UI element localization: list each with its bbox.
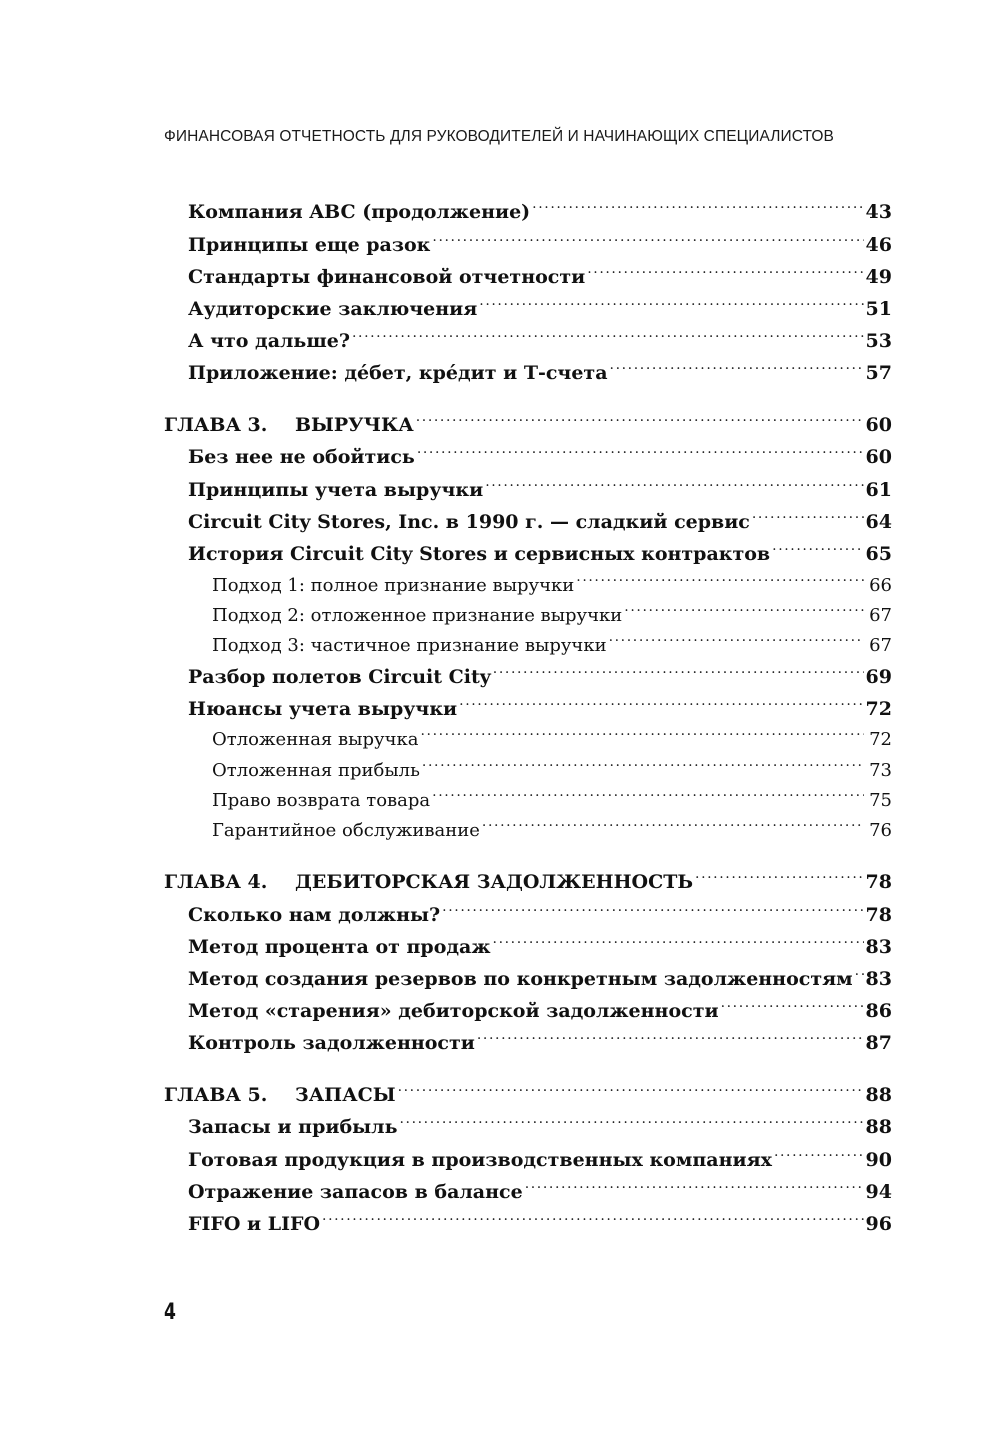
toc-subsection-entry: [212, 776, 892, 811]
toc-page-number: 88: [865, 1084, 892, 1106]
toc-entry-title: Принципы учета выручки: [188, 479, 484, 501]
toc-dot-leader: [772, 530, 863, 560]
toc-section-entry: [188, 188, 892, 223]
toc-dot-leader: [420, 715, 864, 745]
toc-page-number: 86: [865, 1000, 892, 1022]
toc-dot-leader: [855, 955, 864, 985]
toc-entry-title: История Circuit City Stores и сервисных контрактов: [188, 543, 771, 565]
toc-entry-title: Отражение запасов в балансе: [188, 1181, 523, 1203]
toc-dot-leader: [695, 858, 864, 888]
toc-entry-title: Компания ABC (продолжение): [188, 201, 531, 223]
toc-page-number: 69: [865, 666, 892, 688]
toc-dot-leader: [493, 923, 864, 953]
page-number: 4: [164, 1300, 176, 1325]
toc-entry-title: Метод процента от продаж: [188, 936, 491, 958]
toc-section-entry: [188, 317, 892, 352]
toc-entry-title: Разбор полетов Circuit City: [188, 666, 491, 688]
toc-entry-title: Подход 3: частичное признание выручки: [212, 635, 607, 656]
toc-page-number: 51: [865, 298, 892, 320]
toc-chapter-entry: [164, 1071, 892, 1106]
toc-page-number: 75: [869, 790, 892, 811]
toc-section-entry: [188, 1103, 892, 1138]
toc-dot-leader: [432, 776, 864, 806]
toc-entry-title: Сколько нам должны?: [188, 904, 441, 926]
toc-chapter-number: ГЛАВА 3.: [164, 414, 268, 436]
toc-section-entry: [188, 653, 892, 688]
toc-section-entry: [188, 530, 892, 565]
toc-subsection-entry: [212, 621, 892, 656]
toc-section-entry: [188, 253, 892, 288]
toc-dot-leader: [398, 1071, 864, 1101]
toc-entry-title: Отложенная прибыль: [212, 760, 420, 781]
toc-page-number: 60: [865, 414, 892, 436]
toc-chapter-entry: [164, 401, 892, 436]
toc-section-entry: [188, 923, 892, 958]
toc-dot-leader: [416, 401, 864, 431]
toc-entry-title: Нюансы учета выручки: [188, 698, 458, 720]
toc-section-entry: [188, 433, 892, 468]
toc-entry-title: Право возврата товара: [212, 790, 431, 811]
toc-entry-title: Гарантийное обслуживание: [212, 820, 480, 841]
toc-section-entry: [188, 955, 892, 990]
toc-page-number: 78: [865, 904, 892, 926]
toc-page-number: 87: [865, 1032, 892, 1054]
toc-page-number: 67: [869, 635, 892, 656]
toc-entry-title: Запасы и прибыль: [188, 1116, 398, 1138]
toc-dot-leader: [322, 1200, 864, 1230]
toc-page-number: 66: [869, 575, 892, 596]
toc-entry-title: Метод создания резервов по конкретным задолженностям: [188, 968, 853, 990]
toc-entry-title: Отложенная выручка: [212, 729, 419, 750]
toc-entry-title: ВЫРУЧКА: [295, 414, 414, 436]
toc-page-number: 83: [865, 936, 892, 958]
toc-dot-leader: [609, 621, 864, 651]
toc-subsection-entry: [212, 591, 892, 626]
toc-section-entry: [188, 1168, 892, 1203]
toc-section-entry: [188, 285, 892, 320]
toc-page-number: 73: [869, 760, 892, 781]
toc-entry-title: Готовая продукция в производственных компаниях: [188, 1149, 772, 1171]
toc-dot-leader: [532, 188, 863, 218]
toc-page-number: 90: [865, 1149, 892, 1171]
toc-section-entry: [188, 498, 892, 533]
toc-chapter-number: ГЛАВА 4.: [164, 871, 268, 893]
toc-entry-title: FIFO и LIFO: [188, 1213, 321, 1235]
toc-entry-title: Контроль задолженности: [188, 1032, 475, 1054]
running-header: ФИНАНСОВАЯ ОТЧЕТНОСТЬ ДЛЯ РУКОВОДИТЕЛЕЙ И НАЧИНАЮЩИХ СПЕЦИАЛИСТОВ: [164, 128, 834, 145]
toc-section-entry: [188, 466, 892, 501]
toc-dot-leader: [610, 349, 864, 379]
toc-page-number: 72: [869, 729, 892, 750]
toc-entry-title: Принципы еще разок: [188, 234, 431, 256]
toc-entry-title: Метод «старения» дебиторской задолженности: [188, 1000, 719, 1022]
toc-entry-title: Без нее не обойтись: [188, 446, 415, 468]
toc-entry-title: Подход 1: полное признание выручки: [212, 575, 575, 596]
toc-subsection-entry: [212, 746, 892, 781]
toc-section-entry: [188, 1019, 892, 1054]
toc-dot-leader: [442, 891, 863, 921]
toc-page-number: 94: [865, 1181, 892, 1203]
toc-section-entry: [188, 987, 892, 1022]
toc-dot-leader: [721, 987, 864, 1017]
toc-entry-title: Подход 2: отложенное признание выручки: [212, 605, 623, 626]
toc-dot-leader: [624, 591, 864, 621]
toc-dot-leader: [417, 433, 864, 463]
toc-entry-title: ДЕБИТОРСКАЯ ЗАДОЛЖЕННОСТЬ: [295, 871, 694, 893]
toc-subsection-entry: [212, 715, 892, 750]
toc-chapter-number: ГЛАВА 5.: [164, 1084, 268, 1106]
toc-section-entry: [188, 685, 892, 720]
toc-page-number: 88: [865, 1116, 892, 1138]
toc-page-number: 78: [865, 871, 892, 893]
toc-entry-title: А что дальше?: [188, 330, 350, 352]
toc-page-number: 65: [865, 543, 892, 565]
toc-dot-leader: [485, 466, 863, 496]
toc-page-number: 61: [865, 479, 892, 501]
toc-page-number: 57: [865, 362, 892, 384]
toc-section-entry: [188, 891, 892, 926]
toc-dot-leader: [422, 746, 864, 776]
toc-dot-leader: [432, 221, 863, 251]
toc-dot-leader: [774, 1136, 864, 1166]
toc-dot-leader: [399, 1103, 863, 1133]
toc-page-number: 83: [865, 968, 892, 990]
toc-dot-leader: [477, 1019, 864, 1049]
toc-section-entry: [188, 349, 892, 384]
toc-subsection-entry: [212, 806, 892, 841]
toc-subsection-entry: [212, 561, 892, 596]
toc-dot-leader: [525, 1168, 864, 1198]
toc-dot-leader: [587, 253, 863, 283]
toc-entry-title: Стандарты финансовой отчетности: [188, 266, 586, 288]
toc-dot-leader: [752, 498, 864, 528]
toc-section-entry: [188, 1200, 892, 1235]
toc-page-number: 43: [865, 201, 892, 223]
toc-page-number: 60: [865, 446, 892, 468]
toc-entry-title: ЗАПАСЫ: [295, 1084, 396, 1106]
toc-dot-leader: [479, 285, 863, 315]
toc-page-number: 72: [865, 698, 892, 720]
toc-page-number: 49: [865, 266, 892, 288]
toc-dot-leader: [459, 685, 863, 715]
toc-chapter-entry: [164, 858, 892, 893]
toc-page-number: 46: [865, 234, 892, 256]
toc-page-number: 64: [865, 511, 892, 533]
toc-dot-leader: [482, 806, 864, 836]
toc-section-entry: [188, 1136, 892, 1171]
toc-section-entry: [188, 221, 892, 256]
toc-dot-leader: [576, 561, 864, 591]
toc-dot-leader: [493, 653, 864, 683]
toc-entry-title: Аудиторские заключения: [188, 298, 478, 320]
toc-entry-title: Circuit City Stores, Inc. в 1990 г. — сладкий сервис: [188, 511, 750, 533]
toc-page-number: 76: [869, 820, 892, 841]
toc-entry-title: Приложение: дéбет, крéдит и Т-счета: [188, 362, 608, 384]
toc-page-number: 96: [865, 1213, 892, 1235]
toc-dot-leader: [352, 317, 864, 347]
toc-page-number: 53: [865, 330, 892, 352]
toc-page-number: 67: [869, 605, 892, 626]
